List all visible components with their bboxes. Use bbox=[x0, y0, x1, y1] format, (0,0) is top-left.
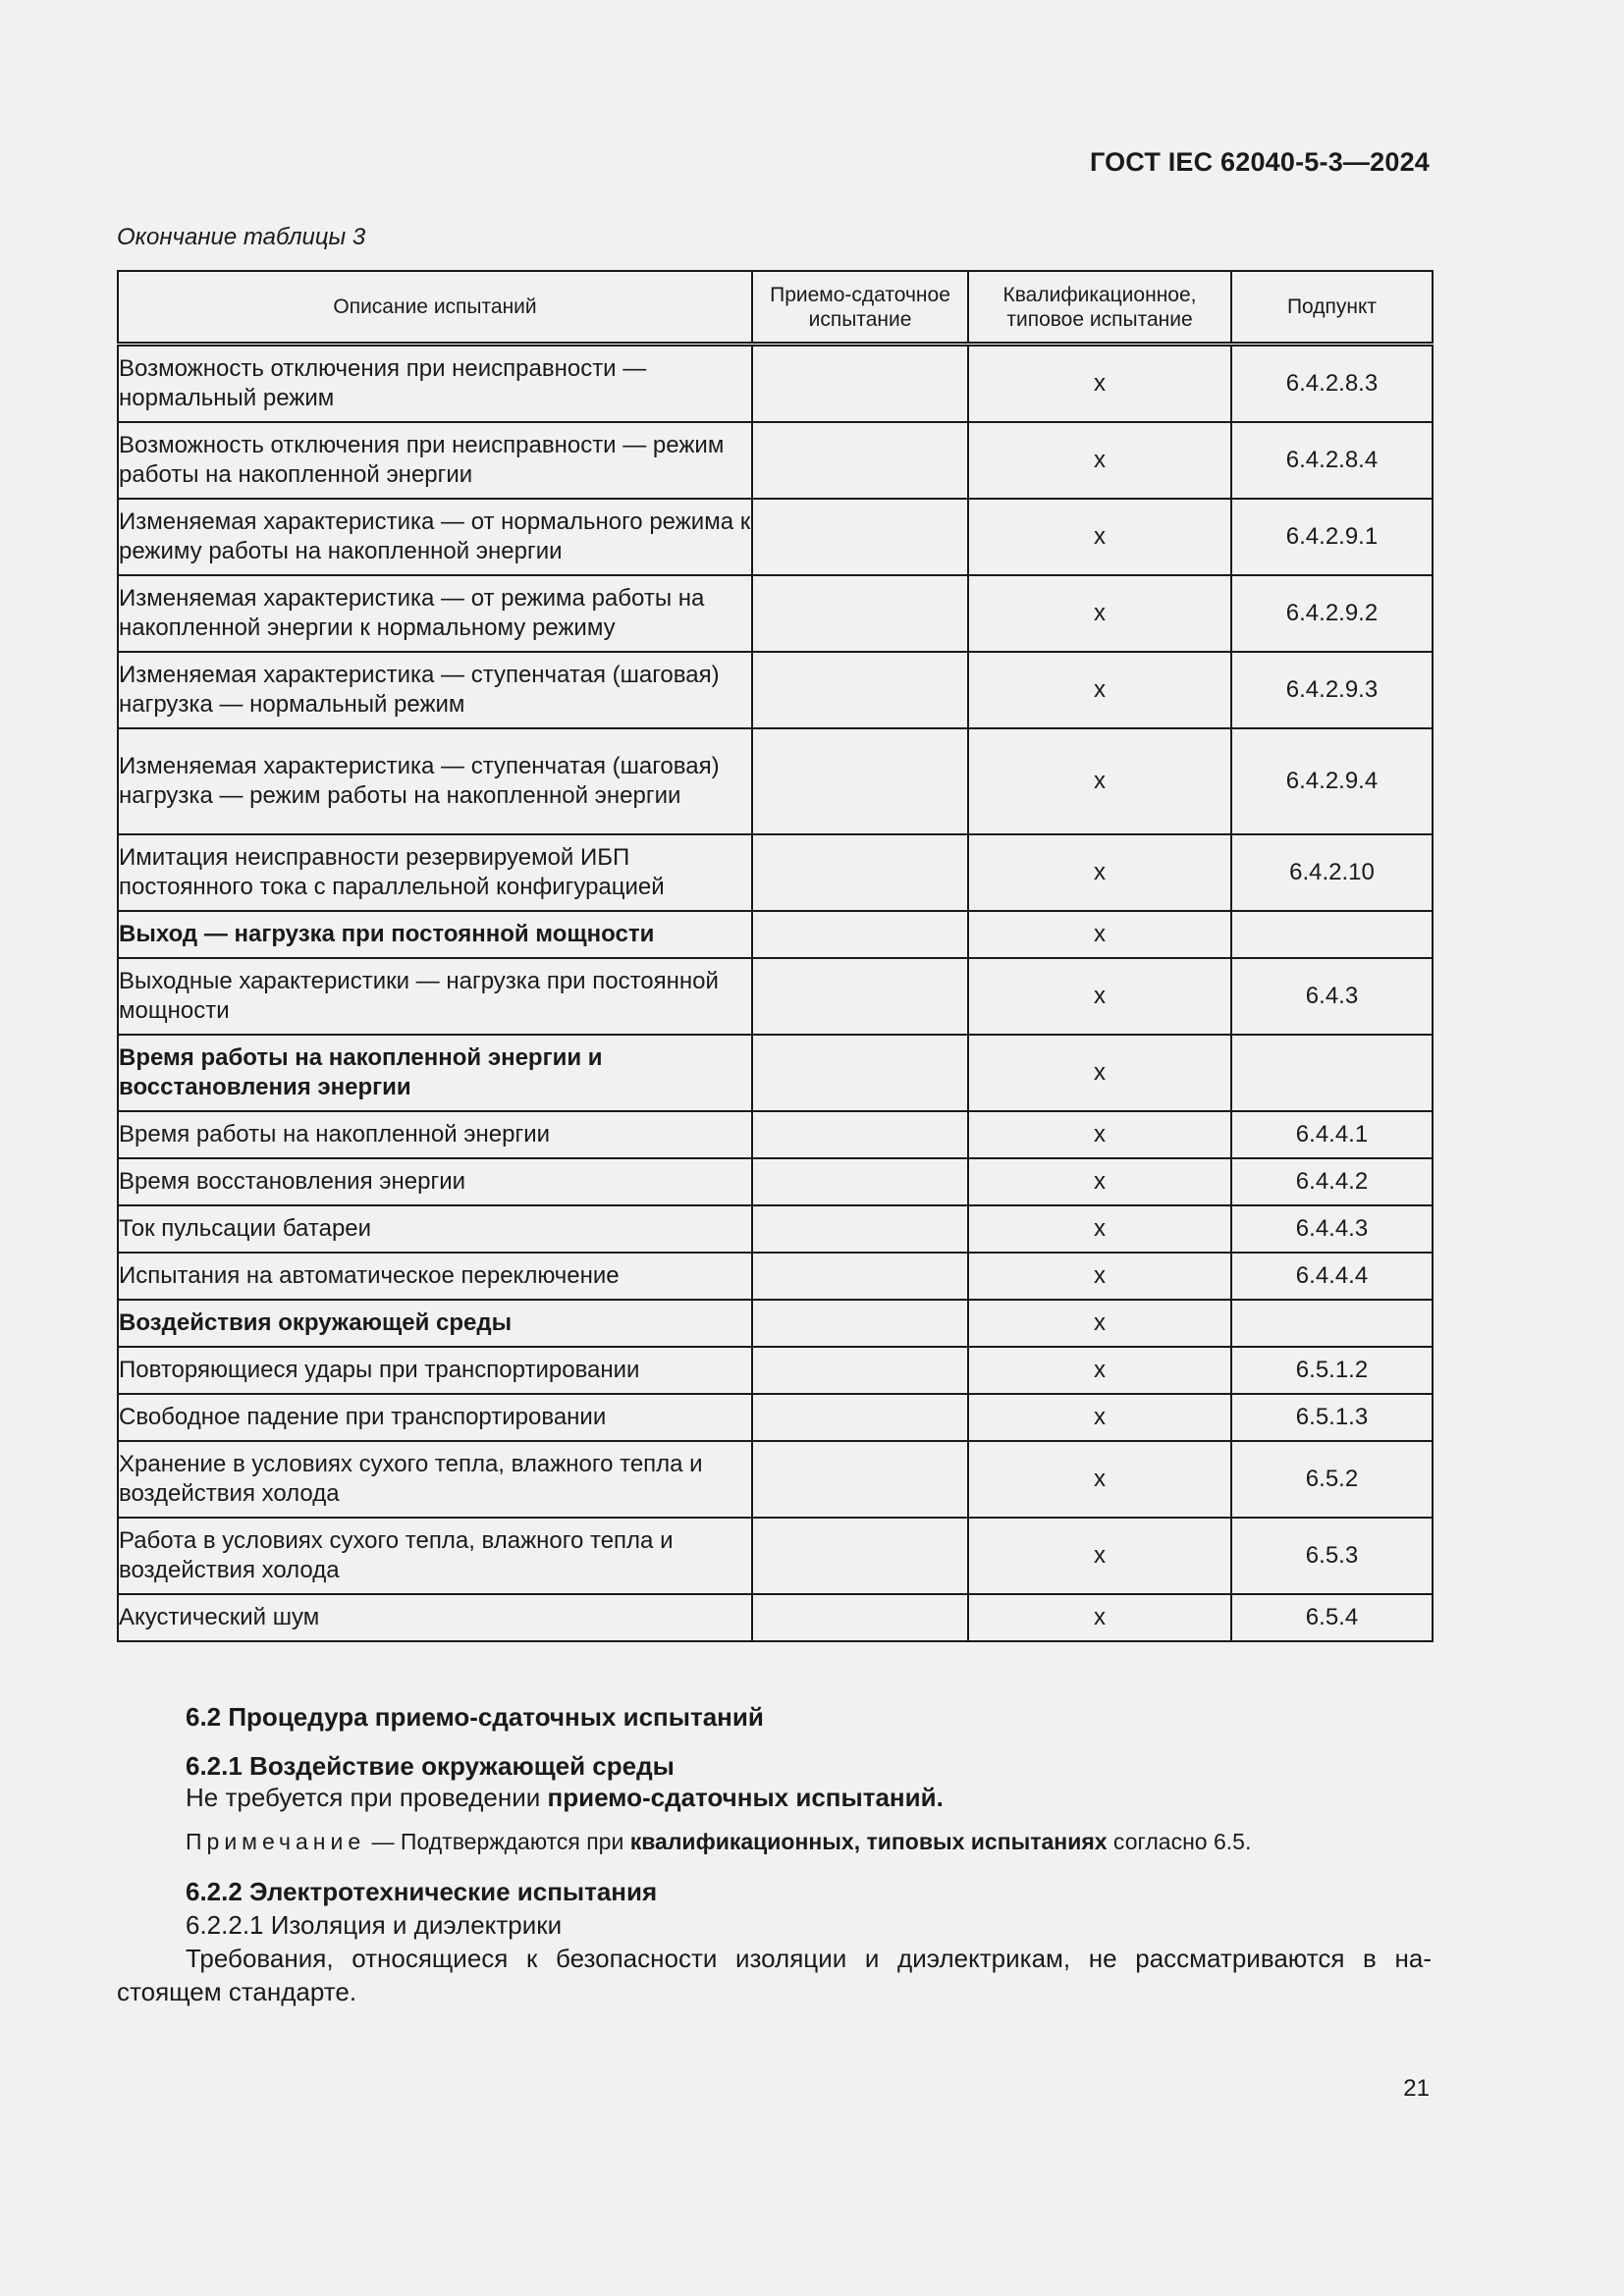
cell-subclause: 6.5.4 bbox=[1231, 1594, 1433, 1641]
cell-type-test: x bbox=[968, 652, 1231, 728]
cell-type-test: x bbox=[968, 1253, 1231, 1300]
cell-type-test: x bbox=[968, 1347, 1231, 1394]
table-row bbox=[118, 422, 1433, 499]
cell-acceptance bbox=[752, 575, 968, 652]
cell-type-test: x bbox=[968, 1035, 1231, 1111]
cell-subclause: 6.5.2 bbox=[1231, 1441, 1433, 1518]
cell-description: Выходные характеристики — нагрузка при постоянной мощности bbox=[118, 958, 752, 1035]
cell-subclause: 6.5.3 bbox=[1231, 1518, 1433, 1594]
column-header: Квалификационное, типовое испытание bbox=[968, 271, 1231, 345]
cell-acceptance bbox=[752, 728, 968, 834]
cell-type-test: x bbox=[968, 1158, 1231, 1205]
cell-acceptance bbox=[752, 1253, 968, 1300]
cell-description: Изменяемая характеристика — ступенчатая (шаговая) нагрузка — режим работы на накопленной энергии bbox=[118, 728, 752, 834]
cell-acceptance bbox=[752, 834, 968, 911]
table-row bbox=[118, 728, 1433, 834]
section-6-2-2-1-text-line2: стоящем стандарте. bbox=[117, 1977, 357, 2006]
cell-acceptance bbox=[752, 1347, 968, 1394]
cell-subclause bbox=[1231, 1035, 1433, 1111]
section-6-2-2-1-text-line1: Требования, относящиеся к безопасности изоляции и диэлектрикам, не рассматриваются в на- bbox=[186, 1944, 1432, 1973]
cell-type-test: x bbox=[968, 345, 1231, 423]
cell-subclause: 6.4.2.9.1 bbox=[1231, 499, 1433, 575]
table-row bbox=[118, 575, 1433, 652]
table-row bbox=[118, 1594, 1433, 1641]
section-6-2-heading: 6.2 Процедура приемо-сдаточных испытаний bbox=[186, 1702, 764, 1732]
table-row bbox=[118, 1347, 1433, 1394]
doc-number: ГОСТ IEC 62040-5-3—2024 bbox=[1089, 147, 1430, 177]
cell-subclause: 6.4.4.3 bbox=[1231, 1205, 1433, 1253]
cell-acceptance bbox=[752, 1035, 968, 1111]
cell-subclause: 6.4.4.4 bbox=[1231, 1253, 1433, 1300]
cell-subclause bbox=[1231, 911, 1433, 958]
table-row bbox=[118, 1253, 1433, 1300]
cell-description: Повторяющиеся удары при транспортировании bbox=[118, 1347, 752, 1394]
cell-type-test: x bbox=[968, 1441, 1231, 1518]
tests-table bbox=[117, 270, 1434, 1642]
column-header: Описание испытаний bbox=[118, 271, 752, 345]
section-6-2-1-text: Не требуется при проведении приемо-сдаточных испытаний. bbox=[186, 1783, 944, 1812]
cell-acceptance bbox=[752, 652, 968, 728]
cell-acceptance bbox=[752, 1205, 968, 1253]
cell-type-test: x bbox=[968, 499, 1231, 575]
cell-acceptance bbox=[752, 1158, 968, 1205]
cell-description: Воздействия окружающей среды bbox=[118, 1300, 752, 1347]
cell-description: Изменяемая характеристика — ступенчатая (шаговая) нагрузка — нормальный режим bbox=[118, 652, 752, 728]
cell-type-test: x bbox=[968, 1111, 1231, 1158]
cell-type-test: x bbox=[968, 728, 1231, 834]
cell-acceptance bbox=[752, 1594, 968, 1641]
cell-subclause bbox=[1231, 1300, 1433, 1347]
table-row bbox=[118, 1441, 1433, 1518]
cell-subclause: 6.4.2.10 bbox=[1231, 834, 1433, 911]
table-row bbox=[118, 1035, 1433, 1111]
cell-description: Испытания на автоматическое переключение bbox=[118, 1253, 752, 1300]
cell-type-test: x bbox=[968, 1594, 1231, 1641]
cell-subclause: 6.4.3 bbox=[1231, 958, 1433, 1035]
cell-subclause: 6.4.2.9.3 bbox=[1231, 652, 1433, 728]
cell-description: Работа в условиях сухого тепла, влажного тепла и воздействия холода bbox=[118, 1518, 752, 1594]
cell-subclause: 6.4.2.9.2 bbox=[1231, 575, 1433, 652]
section-6-2-2-1-heading: 6.2.2.1 Изоляция и диэлектрики bbox=[186, 1910, 563, 1940]
cell-type-test: x bbox=[968, 422, 1231, 499]
cell-description: Время работы на накопленной энергии bbox=[118, 1111, 752, 1158]
cell-subclause: 6.5.1.3 bbox=[1231, 1394, 1433, 1441]
cell-type-test: x bbox=[968, 834, 1231, 911]
cell-acceptance bbox=[752, 1111, 968, 1158]
table-row bbox=[118, 911, 1433, 958]
table-row bbox=[118, 1300, 1433, 1347]
cell-description: Хранение в условиях сухого тепла, влажного тепла и воздействия холода bbox=[118, 1441, 752, 1518]
table-row bbox=[118, 1518, 1433, 1594]
note-label: Примечание bbox=[186, 1829, 366, 1854]
note: Примечание — Подтверждаются при квалификационных, типовых испытаниях согласно 6.5. bbox=[186, 1829, 1252, 1854]
cell-acceptance bbox=[752, 958, 968, 1035]
cell-subclause: 6.4.4.2 bbox=[1231, 1158, 1433, 1205]
cell-description: Время работы на накопленной энергии и восстановления энергии bbox=[118, 1035, 752, 1111]
cell-description: Имитация неисправности резервируемой ИБП постоянного тока с параллельной конфигурацией bbox=[118, 834, 752, 911]
cell-description: Изменяемая характеристика — от нормального режима к режиму работы на накопленной энергии bbox=[118, 499, 752, 575]
cell-subclause: 6.4.4.1 bbox=[1231, 1111, 1433, 1158]
cell-acceptance bbox=[752, 1394, 968, 1441]
cell-subclause: 6.4.2.8.3 bbox=[1231, 345, 1433, 423]
cell-type-test: x bbox=[968, 958, 1231, 1035]
cell-description: Возможность отключения при неисправности — режим работы на накопленной энергии bbox=[118, 422, 752, 499]
cell-acceptance bbox=[752, 345, 968, 423]
table-row bbox=[118, 345, 1433, 423]
table-row bbox=[118, 834, 1433, 911]
table-row bbox=[118, 1111, 1433, 1158]
cell-description: Ток пульсации батареи bbox=[118, 1205, 752, 1253]
cell-description: Свободное падение при транспортировании bbox=[118, 1394, 752, 1441]
cell-subclause: 6.5.1.2 bbox=[1231, 1347, 1433, 1394]
cell-acceptance bbox=[752, 911, 968, 958]
column-header: Подпункт bbox=[1231, 271, 1433, 345]
table-row bbox=[118, 958, 1433, 1035]
cell-type-test: x bbox=[968, 1205, 1231, 1253]
column-header: Приемо-сдаточное испытание bbox=[752, 271, 968, 345]
cell-type-test: x bbox=[968, 911, 1231, 958]
table-header-row bbox=[118, 271, 1433, 345]
cell-type-test: x bbox=[968, 1300, 1231, 1347]
cell-type-test: x bbox=[968, 1518, 1231, 1594]
cell-acceptance bbox=[752, 422, 968, 499]
table-row bbox=[118, 1205, 1433, 1253]
cell-acceptance bbox=[752, 1518, 968, 1594]
cell-type-test: x bbox=[968, 575, 1231, 652]
table-caption: Окончание таблицы 3 bbox=[117, 224, 366, 250]
cell-type-test: x bbox=[968, 1394, 1231, 1441]
cell-acceptance bbox=[752, 499, 968, 575]
table-row bbox=[118, 1394, 1433, 1441]
cell-description: Выход — нагрузка при постоянной мощности bbox=[118, 911, 752, 958]
section-6-2-2-heading: 6.2.2 Электротехнические испытания bbox=[186, 1877, 658, 1906]
cell-description: Изменяемая характеристика — от режима работы на накопленной энергии к нормальному режиму bbox=[118, 575, 752, 652]
table-row bbox=[118, 1158, 1433, 1205]
cell-acceptance bbox=[752, 1441, 968, 1518]
cell-subclause: 6.4.2.8.4 bbox=[1231, 422, 1433, 499]
cell-subclause: 6.4.2.9.4 bbox=[1231, 728, 1433, 834]
cell-description: Время восстановления энергии bbox=[118, 1158, 752, 1205]
table-row bbox=[118, 499, 1433, 575]
section-6-2-1-heading: 6.2.1 Воздействие окружающей среды bbox=[186, 1751, 675, 1781]
page-number: 21 bbox=[1403, 2075, 1430, 2102]
cell-acceptance bbox=[752, 1300, 968, 1347]
table-row bbox=[118, 652, 1433, 728]
cell-description: Возможность отключения при неисправности — нормальный режим bbox=[118, 345, 752, 423]
cell-description: Акустический шум bbox=[118, 1594, 752, 1641]
